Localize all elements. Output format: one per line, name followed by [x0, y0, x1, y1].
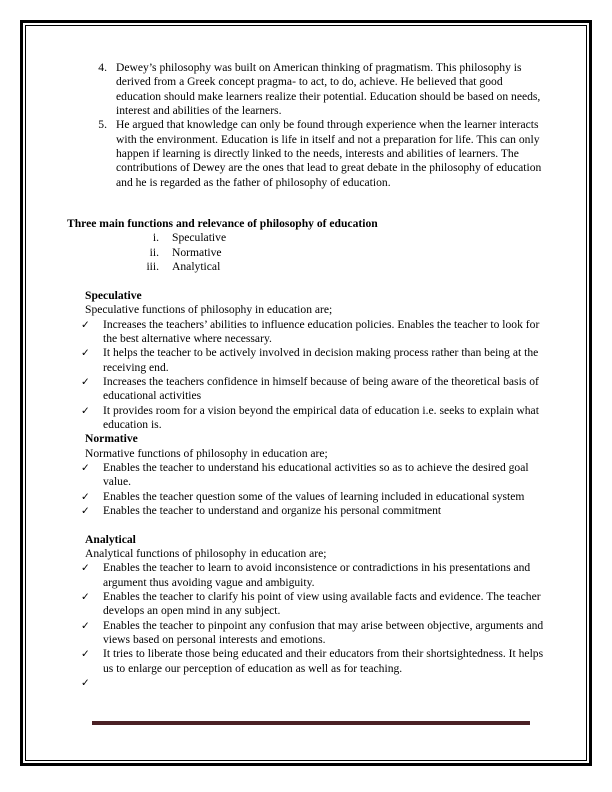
list-item: [67, 260, 545, 274]
checkmark-icon: ✓: [81, 619, 90, 632]
subsection-lead: Normative functions of philosophy in education are;: [85, 446, 328, 460]
list-item-text: He argued that knowledge can only be found through experience when the learner interacts with the environment. Education is life in itself and not a preparation for life. This can only happen if learning is directly linked to the needs, interests and abilities of learners. The contributions of Dewey are the ones that lead to great debate in the philosophy of education and he is regarded as the father of philosophy of education.: [116, 118, 542, 189]
subsection-lead: Analytical functions of philosophy in education are;: [85, 547, 327, 560]
list-item-text: Increases the teachers confidence in himself because of being aware of the theoretical basis of educational activities: [103, 374, 539, 403]
list-item: [81, 460, 545, 490]
check-bullet-list: [81, 317, 545, 433]
list-item-text: Dewey’s philosophy was built on American thinking of pragmatism. This philosophy is derived from a Greek concept pragma- to act, to do, achieve. He believed that good education should make learners realize their potential. Education should be based on needs, interest and abilities of the learners.: [116, 61, 541, 118]
list-item-text: Enables the teacher to understand and organize his personal commitment: [103, 503, 442, 517]
section-heading: Three main functions and relevance of philosophy of education: [67, 217, 378, 231]
list-marker: iii.: [146, 260, 159, 274]
list-item-text: Analytical: [172, 260, 221, 274]
list-item-text: Enables the teacher to learn to avoid inconsistence or contradictions in his presentations and argument thus avoiding vague and ambiguity.: [103, 561, 531, 589]
checkmark-icon: ✓: [81, 347, 90, 360]
list-marker: 4.: [98, 61, 107, 74]
subsection-lead: Speculative functions of philosophy in education are;: [85, 303, 333, 317]
list-item-empty: [81, 676, 545, 690]
list-item: [81, 590, 545, 619]
list-item: [81, 374, 545, 404]
numbered-list: [67, 61, 545, 190]
list-marker: 5.: [98, 118, 107, 132]
checkmark-icon: ✓: [81, 562, 90, 575]
list-item: [81, 317, 545, 347]
list-item: [67, 231, 545, 245]
checkmark-icon: ✓: [81, 490, 90, 503]
checkmark-icon: ✓: [81, 648, 90, 661]
checkmark-icon: ✓: [81, 461, 90, 474]
list-item: [81, 561, 545, 590]
check-bullet-list: [81, 561, 545, 690]
list-item-text: Enables the teacher to understand his educational activities so as to achieve the desired goal value.: [103, 460, 529, 489]
checkmark-icon: ✓: [81, 375, 90, 388]
subsection-title: Speculative: [85, 288, 142, 302]
checkmark-icon: ✓: [81, 404, 90, 417]
subsection-analytical: [81, 532, 545, 691]
subsection-speculative: [81, 288, 545, 432]
list-item: [81, 647, 545, 676]
list-item: [81, 403, 545, 433]
bottom-horizontal-rule: [92, 721, 530, 725]
list-item-text: Enables the teacher question some of the values of learning included in educational system: [103, 489, 525, 503]
checkmark-icon: ✓: [81, 677, 90, 690]
checkmark-icon: ✓: [81, 504, 90, 517]
check-bullet-list: [81, 460, 545, 518]
list-item-text: Increases the teachers’ abilities to influence education policies. Enables the teacher to look for the best alternative where necessary.: [103, 317, 540, 345]
list-item: [81, 489, 545, 504]
list-item: [81, 618, 545, 648]
checkmark-icon: ✓: [81, 591, 90, 604]
subsection-normative: [81, 432, 545, 518]
list-item: [81, 503, 545, 518]
list-item-text: Speculative: [172, 231, 227, 245]
list-item-text: It tries to liberate those being educated and their educators from their shortsightedness. It helps us to enlarge our perception of education as well as for teaching.: [103, 647, 544, 675]
subsection-title: Analytical: [85, 532, 136, 546]
list-item: [77, 118, 545, 190]
list-item-text: Normative: [172, 245, 222, 259]
page-sheet: [20, 20, 592, 766]
list-marker: ii.: [149, 245, 159, 259]
checkmark-icon: ✓: [81, 318, 90, 331]
subsection-title: Normative: [85, 432, 138, 446]
list-marker: i.: [152, 231, 159, 245]
roman-numeral-list: [67, 231, 545, 274]
list-item-text: It provides room for a vision beyond the empirical data of education i.e. seeks to explain what education is.: [103, 403, 539, 431]
list-item-text: Enables the teacher to pinpoint any confusion that may arise between objective, arguments and views based on personal interests and emotions.: [103, 618, 544, 647]
list-item: [67, 246, 545, 260]
list-item-text: Enables the teacher to clarify his point of view using available facts and evidence. The teacher develops an open mind in any subject.: [103, 590, 541, 618]
list-item-text: It helps the teacher to be actively involved in decision making process rather than being at the receiving end.: [103, 346, 539, 374]
page-content: [23, 23, 589, 763]
list-item: [77, 61, 545, 118]
list-item: [81, 346, 545, 375]
